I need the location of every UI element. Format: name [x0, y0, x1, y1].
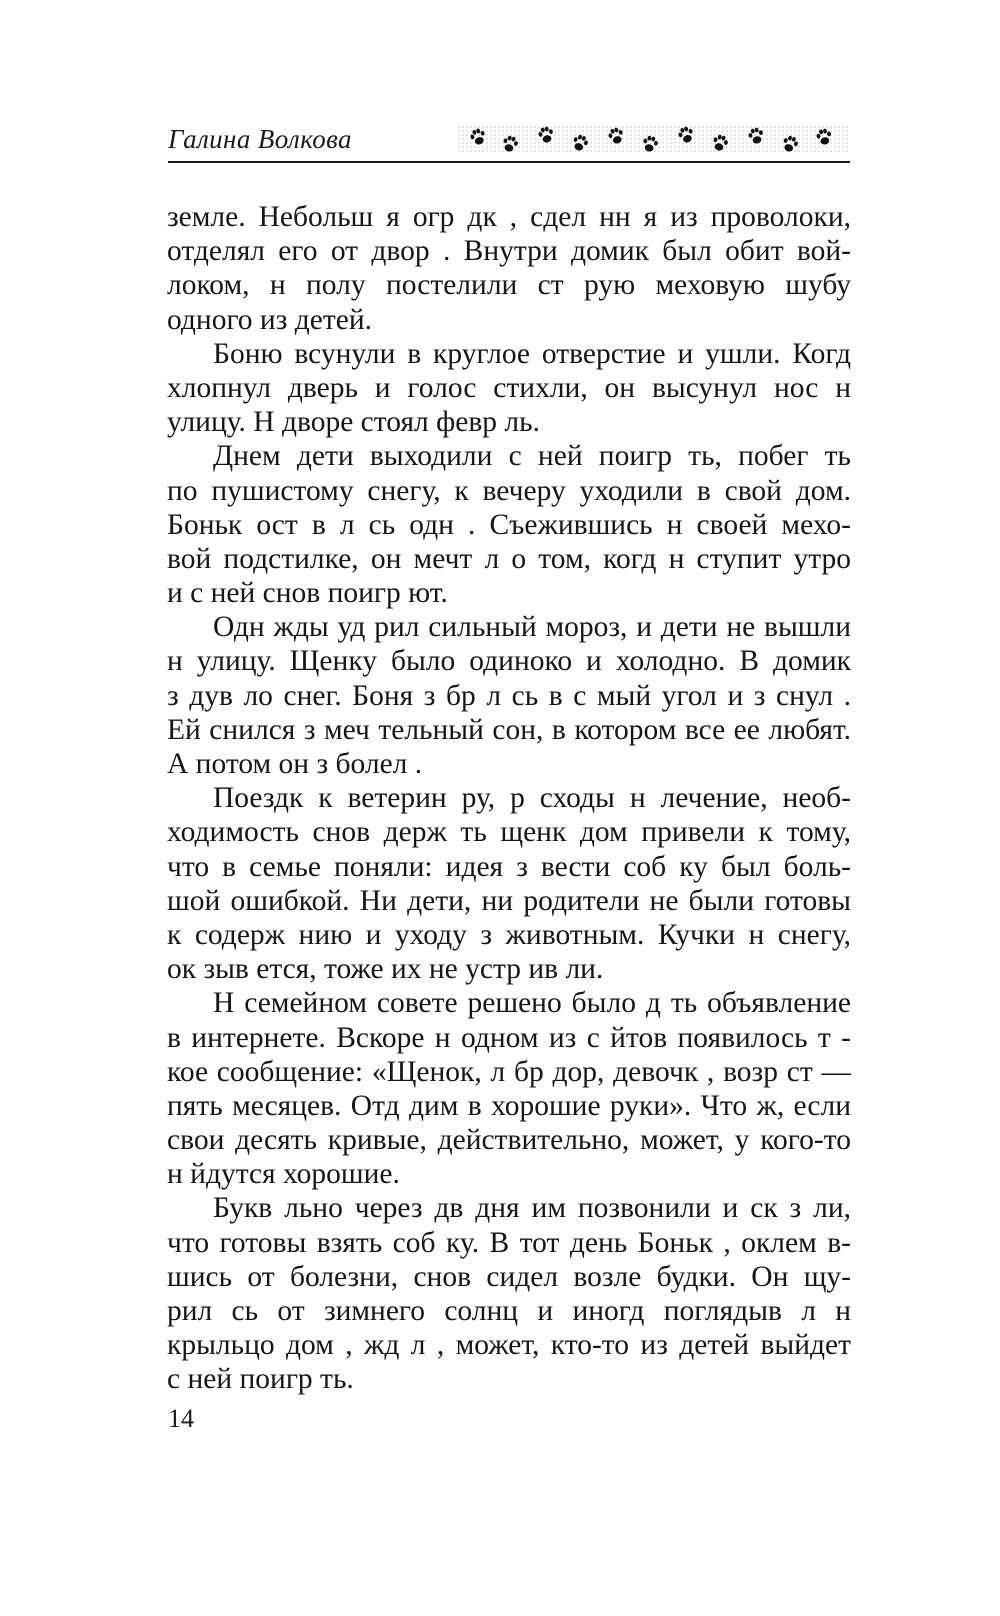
text-line: ок зыв ется, тоже их не устр ив ли. — [167, 953, 604, 986]
text-line: шись от болезни, снов сидел возле будки. Он щу- — [167, 1260, 851, 1293]
text-line: вой подстилке, он мечт л о том, когд н ступит утро — [167, 542, 851, 575]
text-line: в интернете. Вскоре н одном из с йтов появилось т - — [167, 1021, 851, 1054]
paw-prints-ornament-icon — [458, 122, 848, 156]
text-line: кое сообщение: «Щенок, л бр дор, девочк , возр ст — — [167, 1055, 851, 1088]
text-line: локом, н полу постелили ст рую меховую шубу — [167, 269, 851, 302]
text-line: Букв льно через дв дня им позвонили и ск з ли, — [213, 1192, 851, 1225]
text-line: Боньк ост в л сь одн . Съежившись н своей мехо- — [167, 508, 851, 541]
text-line: Боню всунули в круглое отверстие и ушли. Когд — [213, 337, 851, 370]
text-line: Ей снился з меч тельный сон, в котором все ее любят. — [167, 713, 851, 746]
text-line: крыльцо дом , жд л , может, кто-то из детей выйдет — [167, 1329, 851, 1362]
running-header-author: Галина Волкова — [168, 124, 352, 154]
text-line: ходимость снов держ ть щенк дом привели к тому, — [167, 816, 851, 849]
text-line: Днем дети выходили с ней поигр ть, побег ть — [213, 440, 851, 473]
running-header — [168, 118, 848, 162]
text-line: з дув ло снег. Боня з бр л сь в с мый угол и з снул . — [167, 679, 851, 712]
text-line: по пушистому снегу, к вечеру уходили в свой дом. — [167, 474, 851, 507]
header-rule — [168, 161, 850, 163]
text-line: улицу. Н дворе стоял февр ль. — [167, 406, 540, 439]
text-line: А потом он з болел . — [167, 748, 423, 780]
text-line: что готовы взять соб ку. В тот день Боньк , оклем в- — [167, 1226, 851, 1259]
text-line: шой ошибкой. Ни дети, ни родители не были готовы — [167, 884, 851, 917]
text-line: Н семейном совете решено было д ть объявление — [213, 987, 851, 1020]
text-line: н улицу. Щенку было одиноко и холодно. В домик — [167, 645, 851, 678]
text-line: пять месяцев. Отд дим в хорошие руки». Что ж, если — [167, 1089, 851, 1122]
text-line: одного из детей. — [167, 303, 373, 336]
text-line: Одн жды уд рил сильный мороз, и дети не вышли — [213, 611, 851, 644]
text-line: с ней поигр ть. — [167, 1363, 354, 1396]
body-text — [167, 200, 851, 1397]
text-line: н йдутся хорошие. — [167, 1158, 400, 1191]
text-line: свои десять кривые, действительно, может, у кого-то — [167, 1124, 851, 1157]
text-line: Поездк к ветерин ру, р сходы н лечение, необ- — [213, 782, 851, 815]
text-line: рил сь от зимнего солнц и иногд поглядыв л н — [167, 1295, 851, 1327]
text-line: земле. Небольш я огр дк , сдел нн я из проволоки, — [167, 201, 851, 233]
text-line: отделял его от двор . Внутри домик был обит вой- — [167, 235, 851, 268]
text-line: и с ней снов поигр ют. — [167, 577, 448, 610]
text-line: хлопнул дверь и голос стихли, он высунул нос н — [167, 371, 851, 404]
text-line: что в семье поняли: идея з вести соб ку был боль- — [167, 850, 851, 883]
text-line: к содерж нию и уходу з животным. Кучки н снегу, — [167, 918, 851, 951]
page-number: 14 — [168, 1404, 194, 1433]
